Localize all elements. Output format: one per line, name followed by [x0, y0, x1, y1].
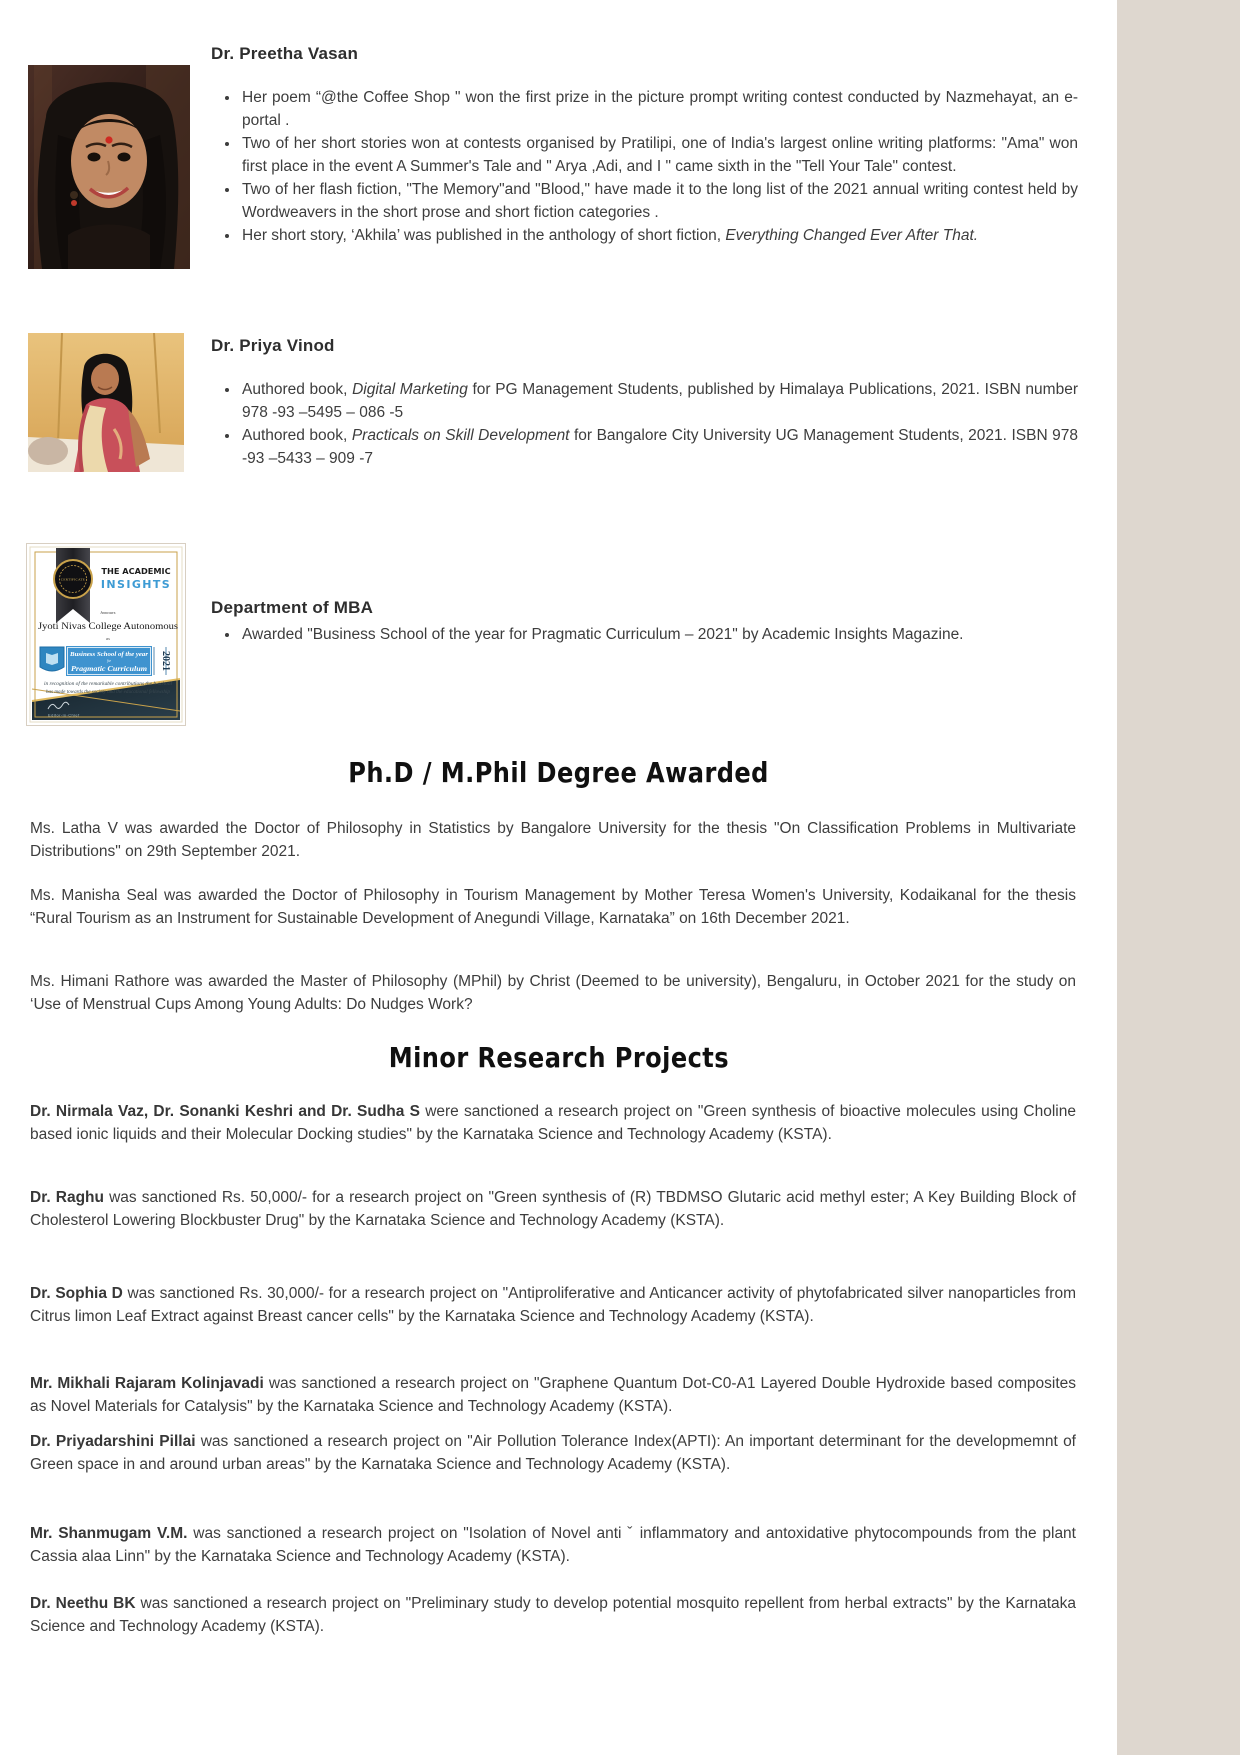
- certificate-illustration: [26, 543, 186, 726]
- certificate-as-text: as: [106, 636, 110, 641]
- certificate-recognition-line2: has made towards the society and the educational fellowship: [46, 690, 171, 695]
- academic-insights-certificate: [26, 543, 186, 726]
- photo-priya-vinod: [28, 333, 184, 472]
- right-side-stripe: [1117, 0, 1240, 1755]
- heading-phd-mphil-degree-awarded: [0, 757, 1117, 789]
- photo-preetha-vasan: [28, 65, 190, 269]
- paragraph-manisha-seal: Ms. Manisha Seal was awarded the Doctor of Philosophy in Tourism Management by Mother Teresa Women's University, Kodaikanal for the thesis “Rural Tourism as an Instrument for Sustainable Development of Anegundi Village, Karnataka” on 16th December 2021.: [30, 887, 1076, 927]
- certificate-brand-line2: INSIGHTS: [100, 578, 172, 591]
- paragraph-himani-rathore: Ms. Himani Rathore was awarded the Master of Philosophy (MPhil) by Christ (Deemed to be university), Bengaluru, in October 2021 for the study on ‘Use of Menstrual Cups Among Young Adults: Do Nudges Work?: [30, 973, 1076, 1013]
- certificate-signature-title: Editor-in-Chief: [48, 712, 80, 718]
- paragraph-raghu: Dr. Raghu was sanctioned Rs. 50,000/- for a research project on "Green synthesis of (R) TBDMSO Glutaric acid methyl ester; A Key Building Block of Cholesterol Lowering Blockbuster Drug" by the Karnataka Science and Technology Academy (KSTA).: [30, 1189, 1076, 1229]
- list-item: • Two of her flash fiction, "The Memory"and "Blood," have made it to the long list of the 2021 annual writing contest held by Wordweavers in the short prose and short fiction categories .: [240, 178, 1078, 224]
- section-department-of-mba: [211, 596, 1078, 647]
- paragraph-sophia-d: Dr. Sophia D was sanctioned Rs. 30,000/- for a research project on "Antiproliferative and Anticancer activity of phytofabricated silver nanoparticles from Citrus limon Leaf Extract against Breast cancer cells" by the Karnataka Science and Technology Academy (KSTA).: [30, 1285, 1076, 1325]
- certificate-seal-text: CERTIFICATE: [60, 577, 86, 582]
- section-priya-vinod: [211, 334, 1078, 470]
- paragraph-latha-v: Ms. Latha V was awarded the Doctor of Philosophy in Statistics by Bangalore University for the thesis "On Classification Problems in Multivariate Distributions" on 29th September 2021.: [30, 820, 1076, 860]
- list-item: • Her short story, ‘Akhila’ was published in the anthology of short fiction, Everything Changed Ever After That.: [240, 224, 1078, 248]
- section-preetha-vasan: [211, 42, 1078, 248]
- heading-text: Minor Research Projects: [388, 1041, 729, 1074]
- mba-achievements-list: [211, 623, 1078, 647]
- certificate-college-name: Jyoti Nivas College Autonomous: [38, 622, 179, 632]
- list-item: • Authored book, Practicals on Skill Development for Bangalore City University UG Management Students, 2021. ISBN 978 -93 –5433 – 909 -7: [240, 424, 1078, 470]
- section-title-preetha-vasan: Dr. Preetha Vasan: [211, 44, 359, 63]
- paragraph-mikhali-rajaram-kolinjavadi: Mr. Mikhali Rajaram Kolinjavadi was sanctioned a research project on "Graphene Quantum Dot-C0-A1 Layered Double Hydroxide based composites as Novel Materials for Catalysis" by the Karnataka Science and Technology Academy (KSTA).: [30, 1375, 1077, 1415]
- heading-text: Ph.D / M.Phil Degree Awarded: [348, 756, 769, 789]
- certificate-award-line1: Business School of the year: [68, 651, 149, 658]
- heading-minor-research-projects: [0, 1042, 1117, 1074]
- certificate-brand-line1: THE ACADEMIC: [101, 566, 171, 576]
- section-title-priya-vinod: Dr. Priya Vinod: [211, 336, 335, 355]
- paragraph-priyadarshini-pillai: Dr. Priyadarshini Pillai was sanctioned a research project on "Air Pollution Tolerance Index(APTI): An important determinant for the developmemnt of Green space in and around urban areas" by the Karnataka Science and Technology Academy (KSTA).: [30, 1433, 1076, 1473]
- certificate-year: 2021: [160, 651, 171, 671]
- paragraph-neethu-bk: Dr. Neethu BK was sanctioned a research project on "Preliminary study to develop potential mosquito repellent from herbal extracts" by the Karnataka Science and Technology Academy (KSTA).: [30, 1595, 1077, 1635]
- certificate-award-for: for: [106, 659, 112, 663]
- photo-preetha-vasan-illustration: [28, 65, 190, 269]
- list-item: • Two of her short stories won at contests organised by Pratilipi, one of India's largest online writing platforms: "Ama" won first place in the event A Summer's Tale and " Arya ,Adi, and I " came sixth in the "Tell Your Tale" contest.: [240, 132, 1078, 178]
- priya-achievements-list: [211, 378, 1078, 470]
- list-item: • Her poem “@the Coffee Shop " won the first prize in the picture prompt writing contest conducted by Nazmehayat, an e-portal .: [240, 86, 1078, 132]
- photo-priya-vinod-illustration: [28, 333, 184, 472]
- list-item: • Awarded "Business School of the year for Pragmatic Curriculum – 2021" by Academic Insights Magazine.: [240, 623, 1078, 647]
- certificate-award-line2: Pragmatic Curriculum: [71, 664, 148, 673]
- certificate-honours-text: honours: [100, 610, 116, 615]
- preetha-achievements-list: [211, 86, 1078, 248]
- list-item: • Authored book, Digital Marketing for PG Management Students, published by Himalaya Publications, 2021. ISBN number 978 -93 –5495 – 086 -5: [240, 378, 1078, 424]
- paragraph-shanmugam-vm: Mr. Shanmugam V.M. was sanctioned a research project on "Isolation of Novel anti ˇ inflammatory and antoxidative phytocompounds from the plant Cassia alaa Linn" by the Karnataka Science and Technology Academy (KSTA).: [30, 1525, 1076, 1565]
- certificate-recognition-line1: in recognition of the remarkable contributions the b-school: [44, 682, 173, 687]
- section-title-department-of-mba: Department of MBA: [211, 598, 374, 617]
- paragraph-nirmala-vaz-sonanki-keshri-sudha-s: Dr. Nirmala Vaz, Dr. Sonanki Keshri and Dr. Sudha S were sanctioned a research project on "Green synthesis of bioactive molecules using Choline based ionic liquids and their Molecular Docking studies" by the Karnataka Science and Technology Academy (KSTA).: [30, 1103, 1076, 1143]
